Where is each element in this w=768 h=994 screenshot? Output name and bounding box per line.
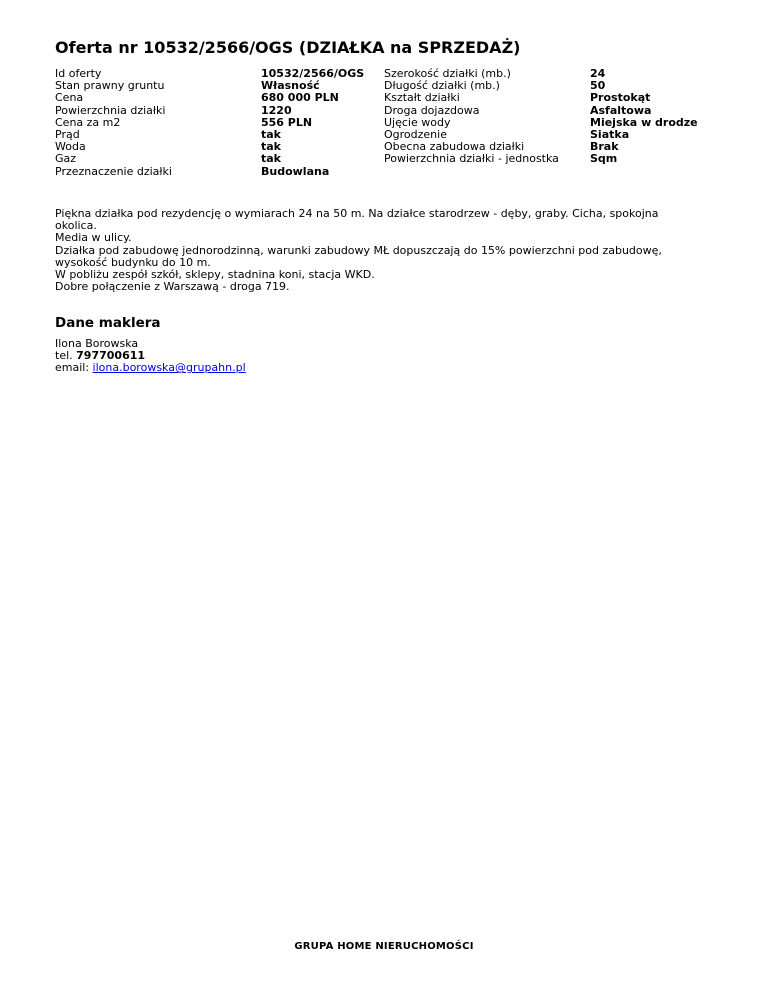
spec-label: Ogrodzenie (384, 128, 447, 142)
phone-label: tel. (55, 349, 77, 363)
spec-label: Kształt działki (384, 91, 460, 105)
spec-label: Id oferty (55, 67, 102, 80)
agent-email-row (55, 362, 246, 374)
right-labels-column (384, 68, 559, 166)
spec-label: Obecna zabudowa działki (384, 140, 525, 154)
spec-value: 1220 (261, 103, 292, 117)
spec-value: Brak (590, 140, 619, 154)
description-line: Działka pod zabudowę jednorodzinną, warunki zabudowy MŁ dopuszczają do 15% powierzchni pod zabudowę, wysokość budynku do 10 m. (55, 243, 662, 269)
spec-value: Sqm (590, 152, 618, 166)
spec-label: Ujęcie wody (384, 115, 451, 129)
description-line: Media w ulicy. (55, 231, 132, 245)
spec-value: 556 PLN (261, 115, 313, 129)
spec-value: tak (261, 140, 281, 154)
spec-value: Miejska w drodze (590, 115, 698, 129)
spec-label: Droga dojazdowa (384, 103, 480, 117)
page-title: Oferta nr 10532/2566/OGS (DZIAŁKA na SPRZEDAŻ) (55, 38, 521, 57)
spec-label: Szerokość działki (mb.) (384, 67, 511, 80)
spec-value: 10532/2566/OGS (261, 67, 365, 80)
spec-value: Asfaltowa (590, 103, 652, 117)
spec-label: Woda (55, 140, 86, 154)
spec-label: Stan prawny gruntu (55, 79, 165, 93)
spec-value: tak (261, 152, 281, 166)
offer-description (55, 208, 695, 293)
spec-label: Cena (55, 91, 84, 105)
spec-value: 24 (590, 67, 606, 80)
right-values-column (590, 68, 698, 166)
agent-heading: Dane maklera (55, 315, 161, 331)
spec-label: Powierzchnia działki (55, 103, 166, 117)
spec-value: 680 000 PLN (261, 91, 339, 105)
spec-value: tak (261, 128, 281, 142)
spec-value: Siatka (590, 128, 630, 142)
spec-label: Gaz (55, 152, 77, 166)
agent-details (55, 338, 246, 375)
spec-label: Powierzchnia działki - jednostka (384, 152, 559, 166)
agent-phone: 797700611 (76, 349, 146, 363)
left-labels-column (55, 68, 172, 178)
spec-label: Długość działki (mb.) (384, 79, 500, 93)
email-label: email: (55, 361, 93, 375)
spec-value: Budowlana (261, 164, 330, 178)
agent-email-link[interactable]: ilona.borowska@grupahn.pl (92, 361, 246, 375)
spec-value: 50 (590, 79, 606, 93)
spec-value: Własność (261, 79, 320, 93)
spec-value: Prostokąt (590, 91, 651, 105)
left-values-column (261, 68, 364, 178)
description-line: W pobliżu zespół szkół, sklepy, stadnina koni, stacja WKD. (55, 268, 375, 282)
description-line: Dobre połączenie z Warszawą - droga 719. (55, 280, 290, 294)
spec-label: Cena za m2 (55, 115, 121, 129)
footer-company-name: GRUPA HOME NIERUCHOMOŚCI (294, 941, 474, 952)
spec-label: Przeznaczenie działki (55, 164, 172, 178)
spec-label: Prąd (55, 128, 80, 142)
agent-name: Ilona Borowska (55, 337, 139, 350)
description-line: Piękna działka pod rezydencję o wymiarach 24 na 50 m. Na działce starodrzew - dęby, graby. Cicha, spokojna okolica. (55, 207, 659, 233)
